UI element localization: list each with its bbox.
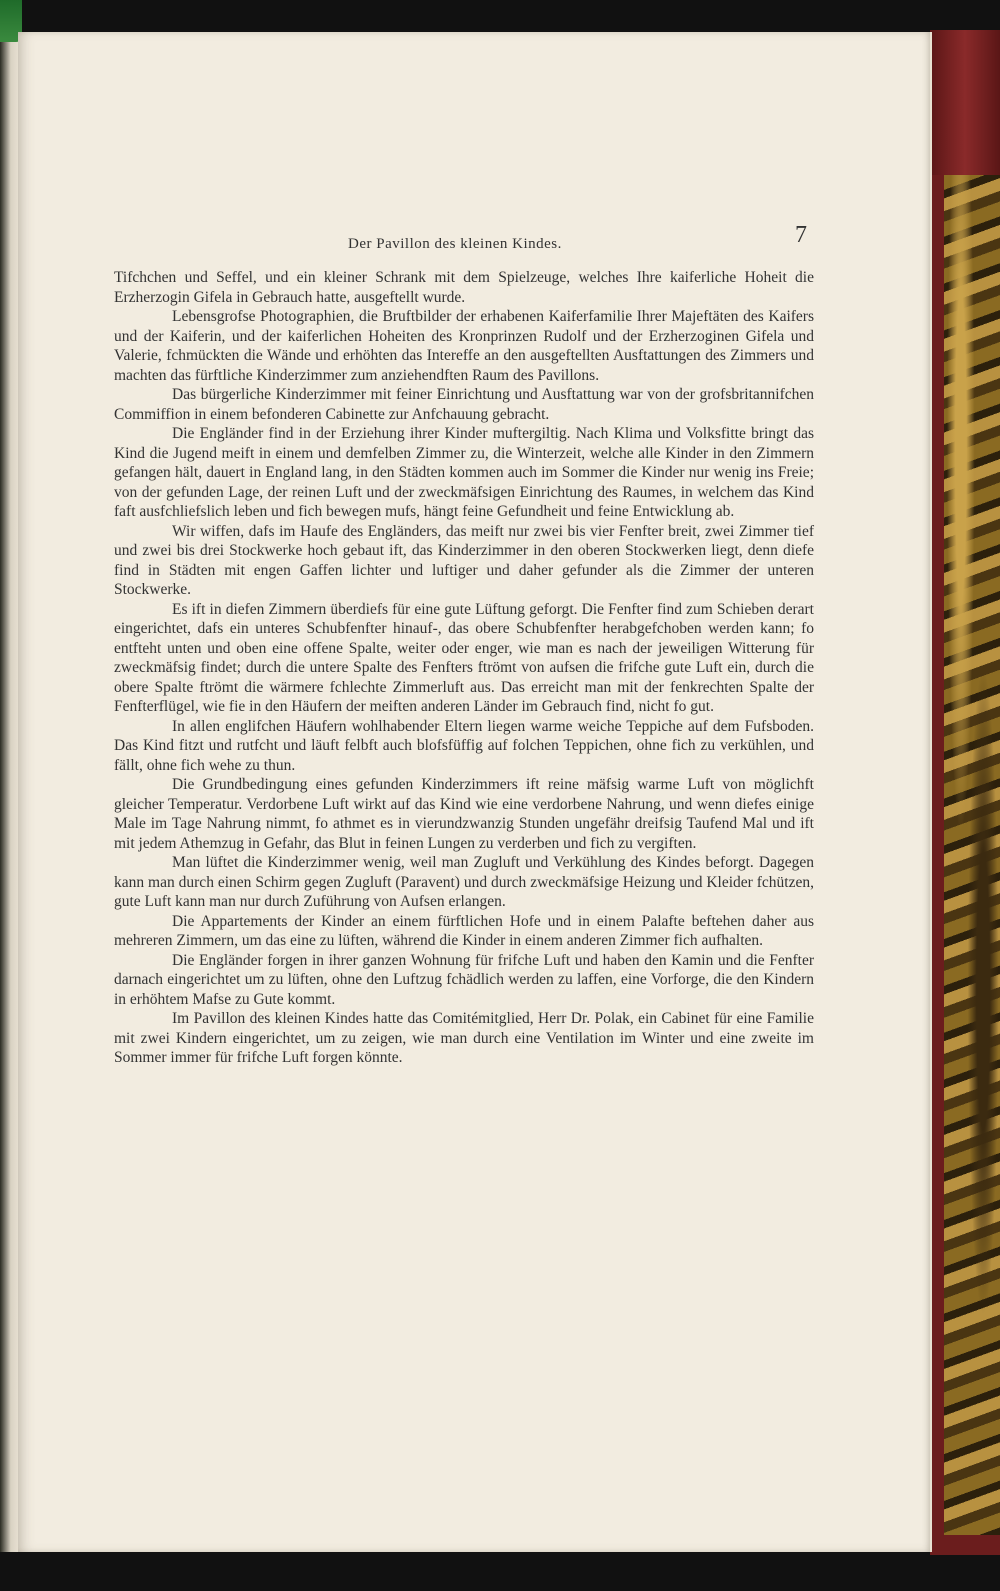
paragraph: Tifchchen und Seffel, und ein kleiner Schrank mit dem Spielzeuge, welches Ihre kaiferliche Hoheit die Erzherzogin Gifela in Gebrauch hatte, ausgeftellt wurde. xyxy=(114,269,814,306)
paragraph: Die Engländer forgen in ihrer ganzen Wohnung für frifche Luft und haben den Kamin und die Fenfter darnach eingerichtet um zu lüften, ohne den Luftzug fchädlich werden zu laffen, eine Vorforge, die den Kindern in erhöhtem Mafse zu Gute kommt. xyxy=(114,951,814,1008)
running-head-title: Der Pavillon des kleinen Kindes. xyxy=(348,236,562,252)
paragraph: Im Pavillon des kleinen Kindes hatte das Comitémitglied, Herr Dr. Polak, ein Cabinet für eine Familie mit zwei Kindern eingerichtet, um zu zeigen, wie man durch eine Ventilation im Winter und eine zweite im Sommer immer für frifche Luft forgen könnte. xyxy=(114,1010,814,1066)
paragraph: Lebensgrofse Photographien, die Bruftbilder der erhabenen Kaiferfamilie Ihrer Majeftäten des Kaifers und der Kaiferin, und der kaiferlichen Hoheiten des Kronprinzen Rudolf und der Erzherzoginen Gifela und Valerie, fchmückten die Wände und erhöhten das Intereffe an den ausgeftellten Ausftattungen des Zimmers und machten das fürftliche Kinderzimmer zum anziehendften Raum des Pavillons. xyxy=(114,308,814,384)
paragraph: Die Grundbedingung eines gefunden Kinderzimmers ift reine mäfsig warme Luft von möglichft gleicher Temperatur. Verdorbene Luft wirkt auf das Kind wie eine verdorbene Nahrung, und wenn diefes einige Male im Tage Nahrung nimmt, fo athmet es in vierundzwanzig Stunden ungefähr dreifsig Taufend Mal und ift mit jedem Athemzug in Gefahr, das Blut in feinen Lungen zu verderben und fich zu vergiften. xyxy=(114,776,814,852)
paragraph: Man lüftet die Kinderzimmer wenig, weil man Zugluft und Verkühlung des Kindes beforgt. Dagegen kann man durch einen Schirm gegen Zugluft (Paravent) und durch zweckmäfsige Heizung und Kleider fchützen, gute Luft kann man nur durch Zuführung von Aufsen erlangen. xyxy=(114,854,814,910)
paragraph: Das bürgerliche Kinderzimmer mit feiner Einrichtung und Ausftattung war von der grofsbritannifchen Commiffion in einem befonderen Cabinette zur Anfchauung gebracht. xyxy=(114,386,814,423)
book-page xyxy=(18,32,930,1552)
marbled-paper-cover xyxy=(944,175,1000,1535)
book-cover-spine xyxy=(930,30,1000,175)
paragraph: Die Appartements der Kinder an einem fürftlichen Hofe und in einem Palafte beftehen daher aus mehreren Zimmern, um das eine zu lüften, während die Kinder in einem anderen Zimmer fich aufhalten. xyxy=(114,912,814,949)
paragraph: Wir wiffen, dafs im Haufe des Engländers, das meift nur zwei bis vier Fenfter breit, zwei Zimmer tief und zwei bis drei Stockwerke hoch gebaut ift, das Kinderzimmer in den oberen Stockwerken liegt, denn diefe find in Städten mit engen Gaffen lichter und luftiger und daher gefunder als die Zimmer der unteren Stockwerke. xyxy=(114,522,814,598)
paragraph: Es ift in diefen Zimmern überdiefs für eine gute Lüftung geforgt. Die Fenfter find zum Schieben derart eingerichtet, dafs ein unteres Schubfenfter hinauf-, das obere Schubfenfter herabgefchoben werden kann; fo entfteht unten und oben eine offene Spalte, weiter oder enger, wie man es nach der jeweiligen Witterung für zweckmäfsig findet; durch die untere Spalte des Fenfters ftrömt von aufsen die frifche gute Luft ein, durch die obere Spalte ftrömt die wärmere fchlechte Zimmerluft aus. Das erreicht man mit der fenkrechten Spalte der Fenfterflügel, wie fie in den Häufern der meiften anderen Länder im Gebrauch find, nicht fo gut. xyxy=(114,600,814,715)
facing-page-edge xyxy=(0,30,18,1552)
paragraph: Die Engländer find in der Erziehung ihrer Kinder muftergiltig. Nach Klima und Volksfitte bringt das Kind die Jugend meift in einem und demfelben Zimmer zu, die Winterzeit, welche alle Kinder in den Zimmern gefangen hält, dauert in England lang, in den Städten kommen auch im Sommer die Kinder nur wenig ins Freie; von der gefunden Lage, der reinen Luft und der zweckmäfsigen Einrichtung des Raumes, in welchem das Kind faft ausfchliefslich leben und fich bewegen mufs, hängt feine Gefundheit und feine Entwicklung ab. xyxy=(114,425,814,520)
body-text xyxy=(114,268,814,1068)
paragraph: In allen englifchen Häufern wohlhabender Eltern liegen warme weiche Teppiche auf dem Fufsboden. Das Kind fitzt und rutfcht und läuft felbft auch blofsfüffig auf folchen Teppichen, ohne fich zu verkühlen, und fällt, ohne fich wehe zu thun. xyxy=(114,717,814,774)
page-number: 7 xyxy=(795,222,808,248)
